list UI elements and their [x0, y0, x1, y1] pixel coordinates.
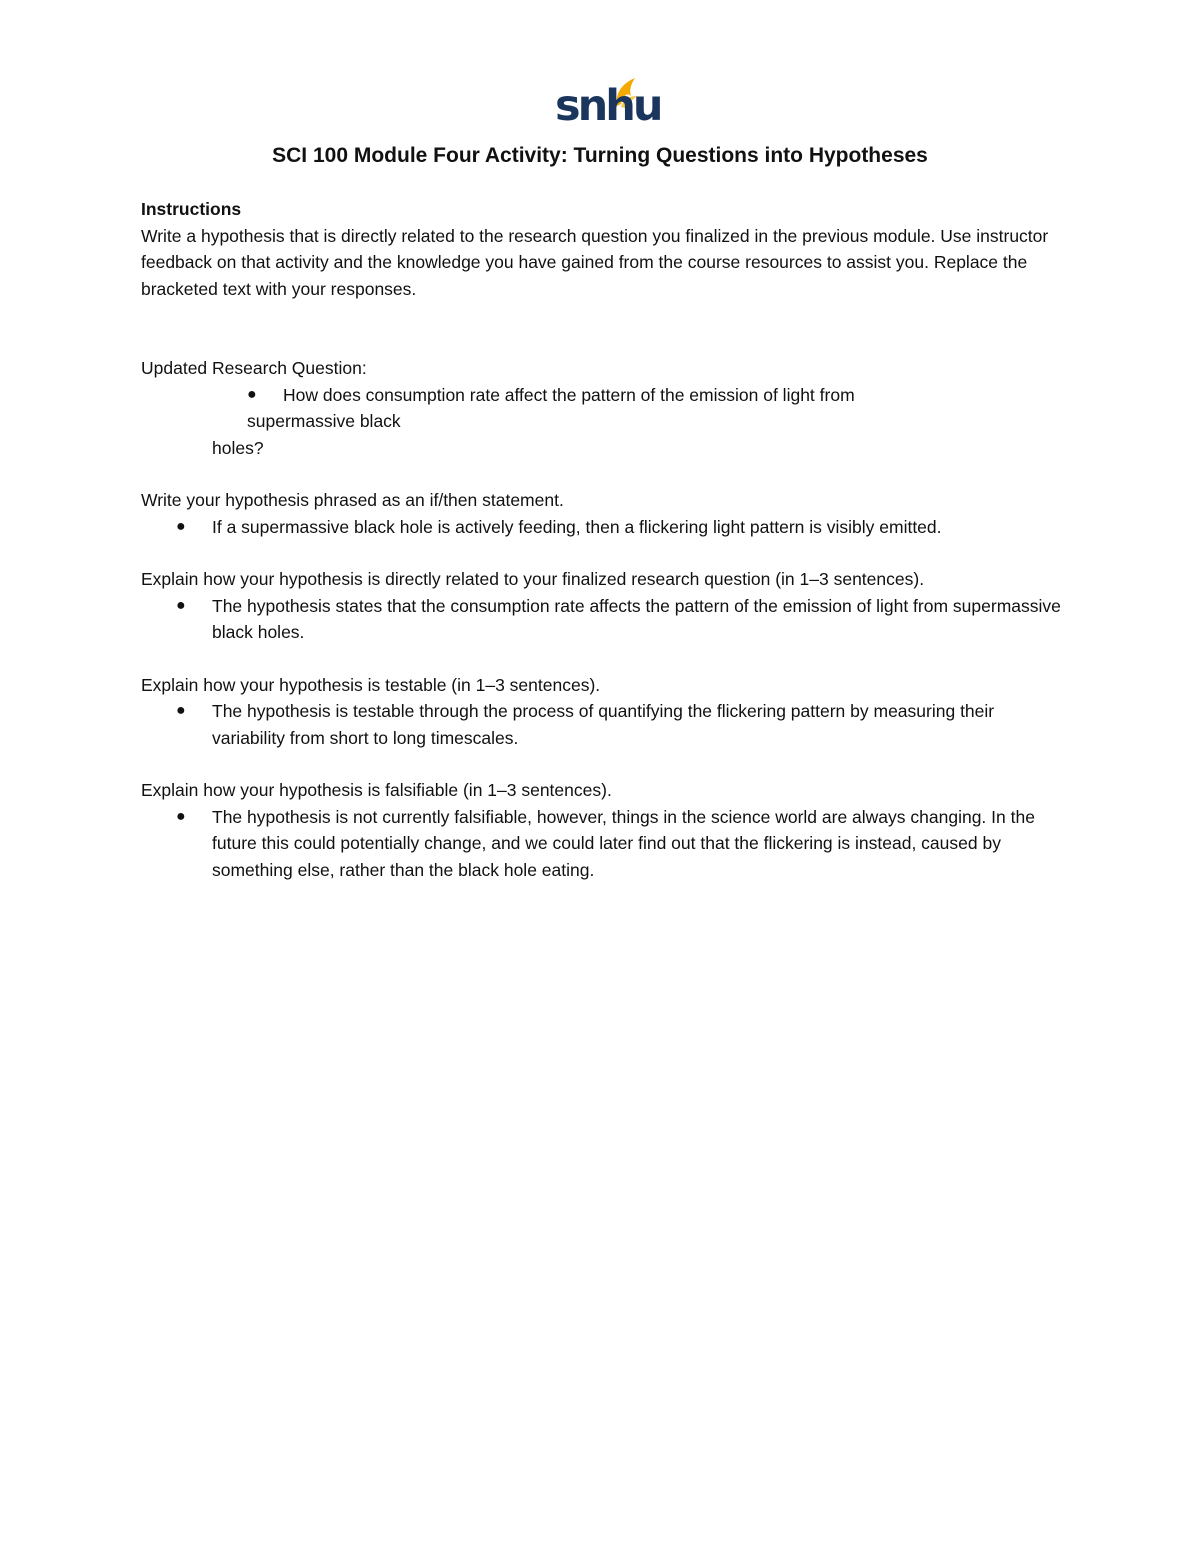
- hypothesis-answer: If a supermassive black hole is actively feeding, then a flickering light pattern is visibly emitted.: [212, 516, 942, 537]
- relation-list: [141, 593, 1071, 646]
- falsifiable-answer: The hypothesis is not currently falsifiable, however, things in the science world are always changing. In the future this could potentially change, and we could later find out that the flickering is instead, caused by something else, rather than the black hole eating.: [212, 806, 1035, 880]
- logo-wordmark: snhu: [555, 81, 661, 131]
- research-question-line1: How does consumption rate affect the pattern of the emission of light from: [283, 384, 855, 405]
- list-item: [141, 698, 1071, 751]
- list-item: [141, 514, 1071, 541]
- falsifiable-prompt: Explain how your hypothesis is falsifiable (in 1–3 sentences).: [141, 780, 612, 800]
- bullet-icon: ●: [176, 702, 186, 719]
- bullet-icon: ●: [176, 807, 186, 825]
- document-title: SCI 100 Module Four Activity: Turning Questions into Hypotheses: [272, 144, 928, 167]
- falsifiable-list: [141, 804, 1071, 884]
- research-question-bullet: [141, 382, 1071, 435]
- research-question-line2: supermassive black: [247, 411, 401, 431]
- testable-answer: The hypothesis is testable through the process of quantifying the flickering pattern by measuring their variability from short to long timescales.: [212, 701, 995, 748]
- testable-list: [141, 698, 1071, 751]
- research-question-line3: holes?: [212, 437, 264, 458]
- bullet-icon: ●: [176, 517, 186, 535]
- instructions-heading: Instructions: [141, 199, 242, 219]
- instructions-body: Write a hypothesis that is directly related to the research question you finalized in the previous module. Use instructor feedback on that activity and the knowledge you have gained from the course resources to assist you. Replace the bracketed text with your responses.: [141, 225, 1049, 299]
- bullet-icon: ●: [176, 596, 186, 614]
- list-item: [141, 593, 1071, 646]
- relation-answer: The hypothesis states that the consumption rate affects the pattern of the emission of light from supermassive black holes.: [212, 595, 1061, 642]
- hypothesis-list: [141, 514, 1071, 541]
- snhu-logo: [555, 74, 661, 134]
- bullet-icon: ●: [247, 385, 257, 403]
- relation-prompt: Explain how your hypothesis is directly related to your finalized research question (in 1–3 sentences).: [141, 569, 925, 589]
- document-body: [141, 196, 1071, 883]
- testable-prompt: Explain how your hypothesis is testable (in 1–3 sentences).: [141, 674, 601, 695]
- research-question-label: Updated Research Question:: [141, 358, 367, 378]
- hypothesis-prompt: Write your hypothesis phrased as an if/then statement.: [141, 490, 564, 510]
- list-item: [141, 804, 1071, 884]
